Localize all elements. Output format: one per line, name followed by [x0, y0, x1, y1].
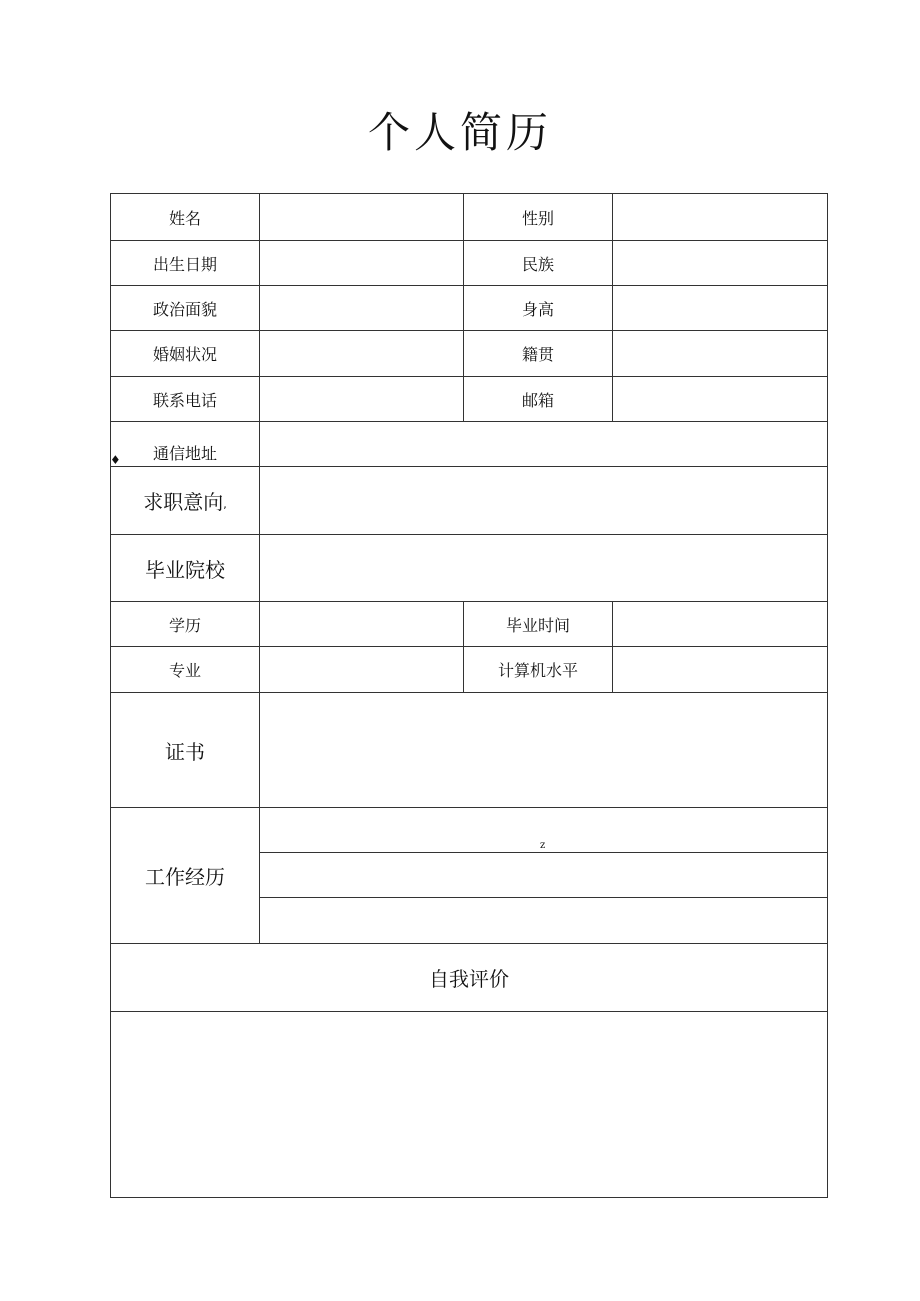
politics-field[interactable] — [260, 286, 464, 331]
school-field[interactable] — [260, 535, 827, 602]
major-label: 专业 — [111, 647, 260, 693]
self-eval-field[interactable] — [111, 1012, 827, 1197]
work-row-2[interactable] — [260, 853, 827, 898]
marital-field[interactable] — [260, 331, 464, 377]
certificates-label: 证书 — [111, 693, 260, 808]
school-label: 毕业院校 — [111, 535, 260, 602]
page-title: 个人简历 — [367, 108, 552, 157]
work-stray-mark: z — [540, 840, 546, 851]
degree-label: 学历 — [111, 602, 260, 647]
intention-mark: , — [223, 498, 227, 511]
computer-label: 计算机水平 — [464, 647, 613, 693]
name-field[interactable] — [260, 194, 464, 241]
intention-label — [111, 467, 260, 535]
birth-field[interactable] — [260, 241, 464, 286]
ethnicity-field[interactable] — [613, 241, 827, 286]
certificates-field[interactable] — [260, 693, 827, 808]
origin-label: 籍贯 — [464, 331, 613, 377]
work-row-3[interactable] — [260, 898, 827, 944]
major-field[interactable] — [260, 647, 464, 693]
ethnicity-label: 民族 — [464, 241, 613, 286]
name-label: 姓名 — [111, 194, 260, 241]
phone-label: 联系电话 — [111, 377, 260, 422]
address-label: 通信地址 — [111, 422, 260, 467]
politics-label: 政治面貌 — [111, 286, 260, 331]
self-eval-label: 自我评价 — [111, 944, 827, 1012]
email-label: 邮箱 — [464, 377, 613, 422]
resume-form — [110, 193, 828, 1198]
email-field[interactable] — [613, 377, 827, 422]
intention-label-text: 求职意向 — [143, 490, 224, 514]
gender-field[interactable] — [613, 194, 827, 241]
address-bullet-icon: ♦ — [110, 453, 121, 467]
intention-field[interactable] — [260, 467, 827, 535]
work-label: 工作经历 — [111, 808, 260, 944]
grad-time-field[interactable] — [613, 602, 827, 647]
degree-field[interactable] — [260, 602, 464, 647]
origin-field[interactable] — [613, 331, 827, 377]
height-label: 身高 — [464, 286, 613, 331]
phone-field[interactable] — [260, 377, 464, 422]
address-field[interactable] — [260, 422, 827, 467]
computer-field[interactable] — [613, 647, 827, 693]
height-field[interactable] — [613, 286, 827, 331]
grad-time-label: 毕业时间 — [464, 602, 613, 647]
gender-label: 性别 — [464, 194, 613, 241]
marital-label: 婚姻状况 — [111, 331, 260, 377]
birth-label: 出生日期 — [111, 241, 260, 286]
